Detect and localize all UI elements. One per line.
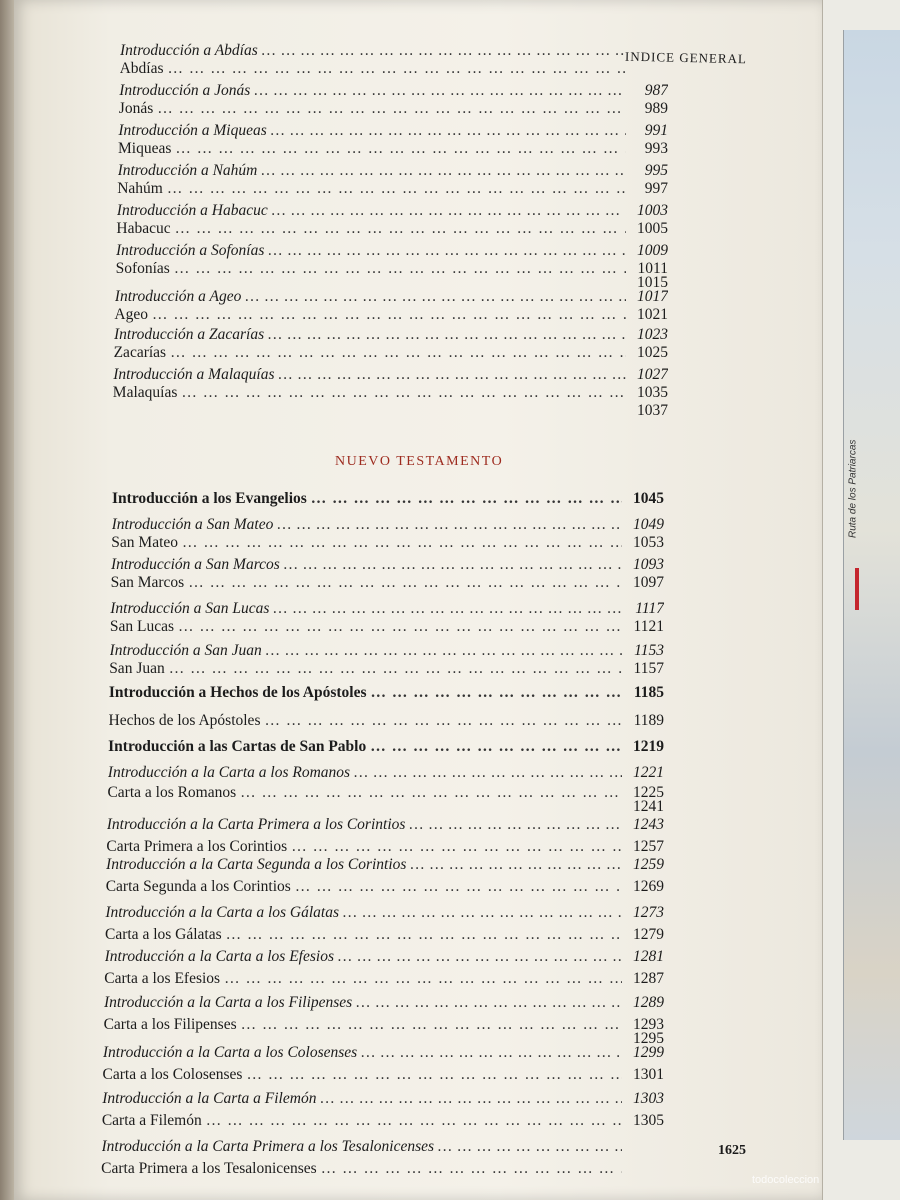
toc-entry-title: Introducción a la Carta Primera a los Tesalonicenses [101, 1138, 435, 1155]
toc-entry-page: 1305 [632, 1112, 664, 1129]
toc-entry [114, 344, 668, 364]
toc-entry [118, 140, 668, 160]
toc-dot-leader [409, 816, 622, 834]
toc-entry-title: Abdías [119, 60, 164, 77]
toc-entry-title: Jonás [118, 100, 154, 117]
toc-entry [106, 878, 664, 898]
toc-entry-title: San Juan [109, 660, 165, 677]
toc-dot-leader [170, 344, 626, 362]
toc-entry-page: 987 [644, 82, 668, 99]
toc-entry [105, 926, 664, 946]
map-label: Ruta de los Patriarcas [847, 440, 859, 539]
toc-entry [114, 306, 668, 326]
toc-entry-title: Carta a los Gálatas [105, 926, 222, 943]
toc-entry [120, 60, 668, 80]
toc-entry [116, 220, 668, 240]
toc-entry-title: Habacuc [116, 220, 171, 237]
toc-dot-leader [311, 490, 622, 508]
toc-dot-leader [321, 1160, 622, 1178]
toc-entry-title: Carta a los Colosenses [102, 1066, 243, 1083]
toc-entry-title: Introducción a Sofonías [116, 242, 265, 259]
toc-dot-leader [410, 856, 622, 874]
toc-entry-page: 1009 [637, 242, 668, 259]
toc-entry-title: Introducción a Zacarías [114, 326, 265, 343]
toc-entry [103, 1066, 664, 1086]
toc-entry-title: Introducción a la Carta a Filemón [102, 1090, 317, 1107]
toc-entry-title: Nahúm [117, 180, 163, 197]
toc-entry-page: 1037 [636, 402, 668, 419]
toc-entry [118, 162, 668, 182]
toc-entry-page: 1243 [633, 816, 664, 833]
toc-entry-title: Malaquías [112, 384, 178, 401]
toc-entry [117, 202, 668, 222]
toc-entry-page: 1281 [632, 948, 664, 965]
toc-entry-title: Introducción a los Evangelios [112, 490, 307, 507]
toc-entry-page: 1035 [636, 384, 668, 401]
toc-entry-title: Introducción a San Juan [109, 642, 262, 659]
toc-entry [105, 948, 664, 968]
toc-entry-page: 1225 [632, 784, 664, 801]
toc-entry [108, 738, 664, 758]
toc-entry [115, 288, 668, 308]
toc-entry [112, 490, 664, 510]
toc-entry-page: 997 [644, 180, 668, 197]
toc-entry-page: 1269 [632, 878, 664, 895]
toc-entry-page: 1003 [636, 202, 668, 219]
toc-entry-title: Carta a los Romanos [107, 784, 237, 801]
toc-entry-title: Introducción a la Carta a los Romanos [107, 764, 351, 781]
section-title: NUEVO TESTAMENTO [335, 454, 504, 469]
toc-dot-leader [168, 60, 626, 78]
toc-entry-page: 1153 [634, 642, 664, 659]
toc-dot-leader [361, 1044, 622, 1062]
toc-entry [116, 242, 668, 262]
toc-entry-title: Introducción a San Marcos [110, 556, 280, 573]
toc-entry [113, 366, 668, 386]
toc-dot-leader [266, 642, 622, 660]
toc-entry-page: 1025 [636, 344, 668, 361]
toc-entry [113, 384, 668, 404]
toc-entry-title: Carta a los Filipenses [103, 1016, 237, 1033]
toc-entry-title: San Lucas [109, 618, 175, 635]
toc-entry [104, 994, 664, 1014]
toc-entry-title: Introducción a Malaquías [113, 366, 275, 383]
toc-entry-page: 995 [644, 162, 668, 179]
toc-entry-title: Carta Primera a los Corintios [106, 838, 288, 855]
toc-entry [110, 618, 664, 638]
toc-entry-page: 1185 [633, 684, 664, 701]
toc-dot-leader [261, 162, 626, 180]
toc-entry-page: 989 [644, 100, 668, 117]
toc-entry-title: San Marcos [110, 574, 185, 591]
toc-dot-leader [206, 1112, 622, 1130]
toc-entry-page: 1259 [632, 856, 664, 873]
toc-entry-page: 1221 [632, 764, 664, 781]
toc-entry [103, 1044, 664, 1064]
toc-entry-page: 1287 [632, 970, 664, 987]
toc-entry [117, 180, 668, 200]
toc-dot-leader [157, 100, 626, 118]
toc-entry-page: 1049 [632, 516, 664, 533]
toc-entry [104, 970, 664, 990]
toc-entry-title: Hechos de los Apóstoles [108, 712, 261, 729]
toc-entry-title: Introducción a Abdías [120, 42, 258, 59]
toc-entry [119, 82, 668, 102]
toc-dot-leader [295, 878, 622, 896]
toc-dot-leader [246, 1066, 622, 1084]
toc-dot-leader [262, 42, 626, 60]
toc-dot-leader [268, 242, 626, 260]
toc-entry-page: 1005 [636, 220, 668, 237]
toc-entry-page: 1189 [633, 712, 664, 729]
toc-entry [110, 642, 664, 662]
toc-entry [102, 1138, 665, 1158]
toc-entry-page: 1293 [632, 1016, 664, 1033]
toc-entry [111, 574, 664, 594]
toc-entry-title: Introducción a Ageo [114, 288, 242, 305]
toc-dot-leader [338, 948, 622, 966]
toc-entry [106, 838, 664, 858]
toc-entry-title: Introducción a las Cartas de San Pablo [108, 738, 367, 755]
toc-entry-page: 1093 [632, 556, 664, 573]
toc-entry [109, 712, 665, 732]
toc-entry-page: 1017 [636, 288, 668, 305]
toc-entry [109, 684, 664, 704]
toc-entry-page: 1011 [637, 260, 668, 277]
toc-dot-leader [245, 288, 626, 306]
toc-dot-leader [320, 1090, 622, 1108]
toc-dot-leader [188, 574, 622, 592]
toc-dot-leader [181, 384, 626, 402]
toc-entry [108, 764, 664, 784]
toc-dot-leader [264, 712, 622, 730]
toc-dot-leader [268, 326, 626, 344]
toc-entry [102, 1090, 664, 1110]
toc-entry-title: Introducción a la Carta a los Efesios [104, 948, 334, 965]
toc-dot-leader [277, 516, 622, 534]
toc-dot-leader [356, 994, 622, 1012]
toc-entry [112, 516, 664, 536]
toc-dot-leader [169, 660, 622, 678]
toc-entry [111, 556, 664, 576]
toc-entry [107, 798, 664, 818]
running-head: INDICE GENERAL [624, 48, 748, 67]
toc-entry-title: Introducción a Jonás [119, 82, 251, 99]
toc-dot-leader [272, 202, 626, 220]
toc-dot-leader [273, 600, 622, 618]
toc-entry-title: San Mateo [111, 534, 179, 551]
toc-entry-page: 1289 [632, 994, 664, 1011]
toc-entry-title: Introducción a Hechos de los Apóstoles [108, 684, 367, 701]
toc-entry-title: Introducción a la Carta Segunda a los Corintios [106, 856, 407, 873]
toc-entry-title: Introducción a la Carta a los Colosenses [102, 1044, 358, 1061]
toc-entry [106, 856, 664, 876]
toc-dot-leader [370, 738, 622, 756]
toc-entry-page: 1257 [632, 838, 664, 855]
toc-entry [114, 326, 668, 346]
toc-entry [118, 122, 668, 142]
toc-entry-page: 1301 [632, 1066, 664, 1083]
toc-entry [105, 904, 664, 924]
toc-dot-leader [354, 764, 622, 782]
page-number: 1625 [718, 1143, 746, 1158]
toc-entry-title: Introducción a San Mateo [111, 516, 274, 533]
toc-entry-page: 1299 [632, 1044, 664, 1061]
toc-entry-title: Introducción a Miqueas [118, 122, 267, 139]
toc-entry-page: 1045 [633, 490, 664, 507]
toc-entry [110, 600, 664, 620]
toc-entry [107, 816, 664, 836]
toc-dot-leader [152, 306, 626, 324]
toc-entry-title: Zacarías [113, 344, 167, 361]
toc-entry [112, 402, 668, 422]
toc-entry-page: 1295 [633, 1030, 664, 1047]
toc-dot-leader [167, 180, 626, 198]
toc-entry-page: 1279 [633, 926, 664, 943]
toc-entry-title: Introducción a la Carta a los Filipenses [103, 994, 353, 1011]
toc-dot-leader [224, 970, 622, 988]
toc-entry-page: 1219 [632, 738, 664, 755]
toc-entry [102, 1112, 664, 1132]
toc-entry-page: 1157 [633, 660, 664, 677]
toc-dot-leader [175, 220, 626, 238]
toc-dot-leader [284, 556, 622, 574]
toc-dot-leader [182, 534, 622, 552]
toc-entry [101, 1160, 664, 1180]
toc-entry-page: 1303 [632, 1090, 664, 1107]
toc-dot-leader [371, 684, 622, 702]
toc-entry-title: Miqueas [118, 140, 172, 157]
toc-entry-page: 1021 [636, 306, 668, 323]
toc-entry [111, 534, 664, 554]
toc-entry-page: 1117 [635, 600, 664, 617]
toc-dot-leader [175, 140, 626, 158]
toc-dot-leader [278, 366, 626, 384]
watermark: todocoleccion [752, 1174, 820, 1186]
toc-entry-title: Introducción a Nahúm [117, 162, 258, 179]
toc-dot-leader [271, 122, 626, 140]
toc-entry-page: 1241 [632, 798, 664, 815]
toc-entry [119, 100, 668, 120]
toc-entry-title: Carta a Filemón [101, 1112, 202, 1129]
toc-entry-page: 1053 [632, 534, 664, 551]
toc-entry-page: 1121 [633, 618, 664, 635]
toc-dot-leader [178, 618, 622, 636]
toc-entry-page: 993 [644, 140, 668, 157]
toc-dot-leader [343, 904, 622, 922]
toc-entry-page: 1097 [632, 574, 664, 591]
toc-dot-leader [291, 838, 622, 856]
toc-entry-title: Ageo [114, 306, 148, 323]
toc-entry-page: 991 [644, 122, 668, 139]
toc-entry-title: Carta a los Efesios [104, 970, 221, 987]
toc-entry-title: Sofonías [115, 260, 170, 277]
toc-entry-page: 1273 [632, 904, 664, 921]
toc-entry [120, 42, 668, 62]
toc-entry-page: 1027 [636, 366, 668, 383]
toc-entry-title: Introducción a Habacuc [116, 202, 268, 219]
toc-entry-page: 1015 [636, 274, 668, 291]
toc-entry-page: 1023 [637, 326, 668, 343]
toc-entry-title: Introducción a San Lucas [110, 600, 270, 617]
toc-entry-title: Introducción a la Carta Primera a los Corintios [106, 816, 406, 833]
toc-dot-leader [226, 926, 622, 944]
toc-dot-leader [254, 82, 626, 100]
toc-entry-title: Introducción a la Carta a los Gálatas [105, 904, 339, 921]
toc-entry-title: Carta Primera a los Tesalonicenses [101, 1160, 317, 1177]
toc-dot-leader [438, 1138, 622, 1156]
toc-entry-title: Carta Segunda a los Corintios [105, 878, 291, 895]
toc-entry [109, 660, 664, 680]
